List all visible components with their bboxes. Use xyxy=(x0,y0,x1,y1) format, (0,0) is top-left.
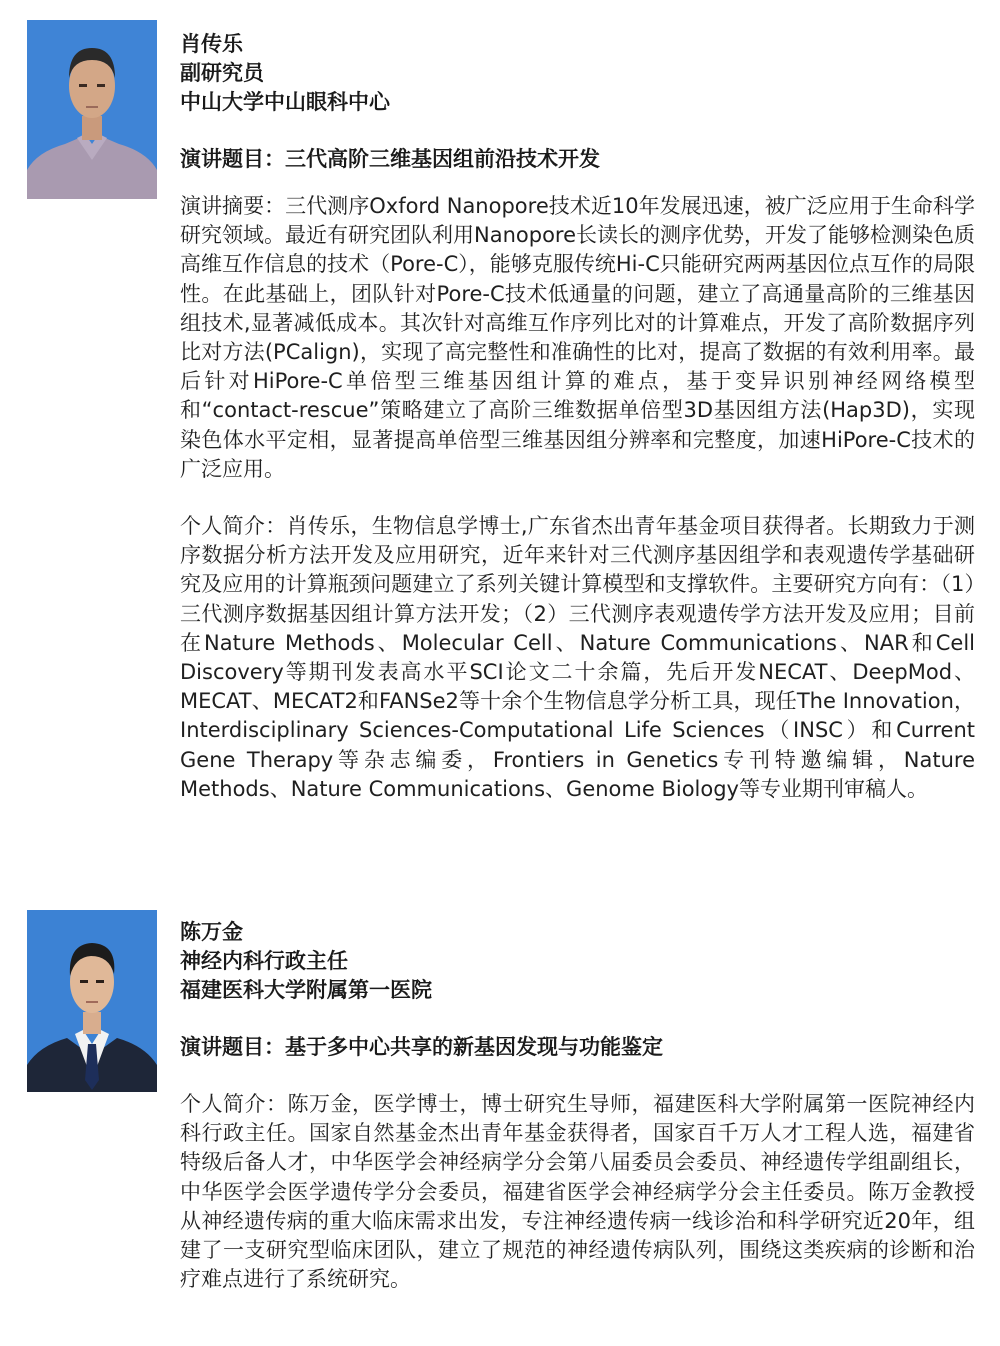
speaker-institution: 中山大学中山眼科中心 xyxy=(180,90,390,114)
talk-title: 演讲题目：基于多中心共享的新基因发现与功能鉴定 xyxy=(180,1035,663,1059)
talk-title: 演讲题目：三代高阶三维基因组前沿技术开发 xyxy=(180,147,600,171)
speaker-name: 陈万金 xyxy=(180,920,243,944)
speaker-photo xyxy=(27,910,157,1092)
speaker-info xyxy=(180,30,975,804)
speaker-info xyxy=(180,918,975,1294)
portrait-image xyxy=(27,20,157,199)
speaker-bio: 个人简介：肖传乐，生物信息学博士,广东省杰出青年基金项目获得者。长期致力于测序数据分析方法开发及应用研究，近年来针对三代测序基因组学和表观遗传学基础研究及应用的计算瓶颈问题建立了系列关键计算模型和支撑软件。主要研究方向有：（1）三代测序数据基因组计算方法开发；（2）三代测序表观遗传学方法开发及应用；目前在Nature Methods、Molecular Cell、Nature Communications、NAR和Cell Discovery等期刊发表高水平SCI论文二十余篇，先后开发NECAT、DeepMod、MECAT、MECAT2和FANSe2等十余个生物信息学分析工具，现任The Innovation，Interdisciplinary Sciences-Computational Life Sciences（INSC）和Current Gene Therapy等杂志编委，Frontiers in Genetics专刊特邀编辑，Nature Methods、Nature Communications、Genome Biology等专业期刊审稿人。 xyxy=(180,514,975,801)
speaker-institution: 福建医科大学附属第一医院 xyxy=(180,978,432,1002)
talk-abstract: 演讲摘要：三代测序Oxford Nanopore技术近10年发展迅速，被广泛应用于生命科学研究领域。最近有研究团队利用Nanopore长读长的测序优势，开发了能够检测染色质高维互作信息的技术（Pore-C），能够克服传统Hi-C只能研究两两基因位点互作的局限性。在此基础上，团队针对Pore-C技术低通量的问题，建立了高通量高阶的三维基因组技术,显著减低成本。其次针对高维互作序列比对的计算难点，开发了高阶数据序列比对方法(PCalign)，实现了高完整性和准确性的比对，提高了数据的有效利用率。最后针对HiPore-C单倍型三维基因组计算的难点，基于变异识别神经网络模型和“contact-rescue”策略建立了高阶三维数据单倍型3D基因组方法(Hap3D)，实现染色体水平定相，显著提高单倍型三维基因组分辨率和完整度，加速HiPore-C技术的广泛应用。 xyxy=(180,194,976,481)
speaker-position: 神经内科行政主任 xyxy=(180,949,348,973)
portrait-image xyxy=(27,910,157,1092)
speaker-position: 副研究员 xyxy=(180,61,264,85)
speaker-name: 肖传乐 xyxy=(180,32,243,56)
speaker-bio: 个人简介：陈万金，医学博士，博士研究生导师，福建医科大学附属第一医院神经内科行政主任。国家自然基金杰出青年基金获得者，国家百千万人才工程人选，福建省特级后备人才，中华医学会神经病学分会第八届委员会委员、神经遗传学组副组长，中华医学会医学遗传学分会委员，福建省医学会神经病学分会主任委员。陈万金教授从神经遗传病的重大临床需求出发，专注神经遗传病一线诊治和科学研究近20年，组建了一支研究型临床团队，建立了规范的神经遗传病队列，围绕这类疾病的诊断和治疗难点进行了系统研究。 xyxy=(180,1092,975,1292)
speaker-photo xyxy=(27,20,157,199)
